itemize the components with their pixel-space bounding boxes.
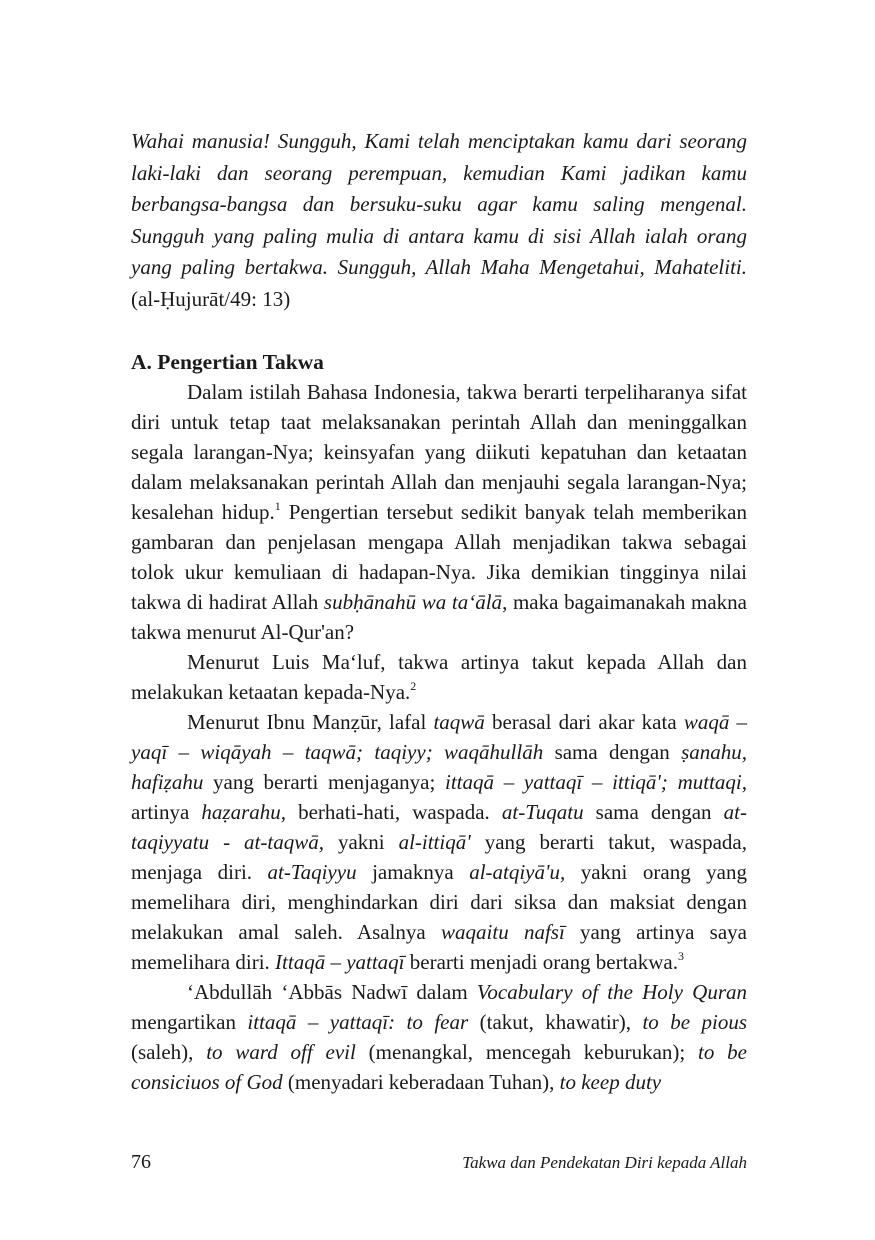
text-span: Pengertian tersebut sedikit banyak telah memberikan gambaran dan penjelasan mengapa Allah menjadikan takwa sebagai tolok ukur kemuliaan di hadapan-Nya. Jika demikian tingginya nilai takwa di hadirat Allah [131,500,748,614]
italic-book-title: Vocabulary of the Holy Quran [476,980,747,1004]
text-span: , maka bagaimanakah makna takwa menurut Al-Qur'an? [131,590,748,644]
text-span: Menurut Ibnu Manẓūr, lafal [187,710,434,734]
text-span: yang berarti menjaganya; [203,770,445,794]
page-footer [131,1151,747,1181]
page-number: 76 [131,1151,151,1173]
paragraph-definition [131,377,747,647]
section-heading: A. Pengertian Takwa [131,350,324,374]
italic-term: subḥānahū wa ta‘ālā [323,590,503,614]
italic-term: ṣanahu, hafiẓahu [131,740,747,794]
text-span: berarti menjadi orang bertakwa. [404,950,678,974]
text-span: (saleh), [131,1040,207,1064]
paragraph-luis-maluf [131,647,747,707]
italic-term: al-atqiyā'u, [469,860,566,884]
italic-term: taqwā [433,710,485,734]
quran-translation-quote [131,126,747,315]
text-span: Menurut Luis Ma‘luf, takwa artinya takut kepada Allah dan melakukan ketaatan kepada-Nya. [131,650,747,704]
quote-text: Wahai manusia! Sungguh, Kami telah menciptakan kamu dari seorang laki-laki dan seorang perempuan, kemudian Kami jadikan kamu berbangsa-bangsa dan bersuku-suku agar kamu saling mengenal. Sungguh yang paling mulia di antara kamu di sisi Allah ialah orang yang paling bertakwa. Sungguh, Allah Maha Mengetahui, Mahateliti. [131,129,747,279]
running-title: Takwa dan Pendekatan Diri kepada Allah [462,1153,747,1172]
text-span: (menangkal, mencegah keburukan); [355,1040,699,1064]
italic-term: at-Tuqatu [501,800,584,824]
text-span: jamaknya [356,860,470,884]
text-span: yang berarti takut, waspada, menjaga diri. [131,830,747,884]
footnote-ref-1[interactable]: 1 [274,499,281,513]
text-span: yakni [323,830,399,854]
italic-term: haẓarahu, [201,800,287,824]
paragraph-nadwi [131,977,747,1097]
page-content [131,126,747,1097]
text-span: artinya [131,800,202,824]
italic-term: to ward off evil [206,1040,356,1064]
italic-term: ittaqā – yattaqī – ittiqā'; muttaqi, [445,770,747,794]
italic-term: to be pious [642,1010,747,1034]
quote-reference: (al-Ḥujurāt/49: 13) [131,286,291,311]
italic-term: at-Taqiyyu [267,860,357,884]
text-span: sama dengan [543,740,682,764]
italic-term: waqā – yaqī – wiqāyah – taqwā; taqiyy; waqāhullāh [131,710,747,764]
text-span: (takut, khawatir), [468,1010,643,1034]
footnote-ref-3[interactable]: 3 [678,949,684,963]
text-span: ‘Abdullāh ‘Abbās Nadwī dalam [187,980,477,1004]
text-span: berasal dari akar kata [484,710,684,734]
italic-term: Ittaqā – yattaqī [275,950,405,974]
text-span: mengartikan [131,1010,248,1034]
italic-term: to be consiciuos of God [131,1040,747,1094]
paragraph-ibnu-manzur [131,707,747,977]
footnote-ref-2[interactable]: 2 [410,679,417,693]
italic-term: ittaqā – yattaqī: to fear [247,1010,469,1034]
text-span: sama dengan [583,800,724,824]
text-span: yakni orang yang memelihara diri, menghindarkan diri dari siksa dan maksiat dengan melakukan amal saleh. Asalnya [131,860,747,944]
italic-term: al-ittiqā' [398,830,471,854]
italic-term: to keep duty [559,1070,662,1094]
italic-term: at-taqiyyatu - at-taqwā, [131,800,747,854]
text-span: (menyadari keberadaan Tuhan), [282,1070,560,1094]
text-span: yang artinya saya memelihara diri. [131,920,747,974]
italic-term: waqaitu nafsī [441,920,565,944]
text-span: berhati-hati, waspada. [286,800,502,824]
text-span: Dalam istilah Bahasa Indonesia, takwa berarti terpeliharanya sifat diri untuk tetap taat melaksanakan perintah Allah dan meninggalkan segala larangan-Nya; keinsyafan yang diikuti kepatuhan dan ketaatan dalam melaksanakan perintah Allah dan menjauhi segala larangan-Nya; kesalehan hidup. [131,380,747,524]
